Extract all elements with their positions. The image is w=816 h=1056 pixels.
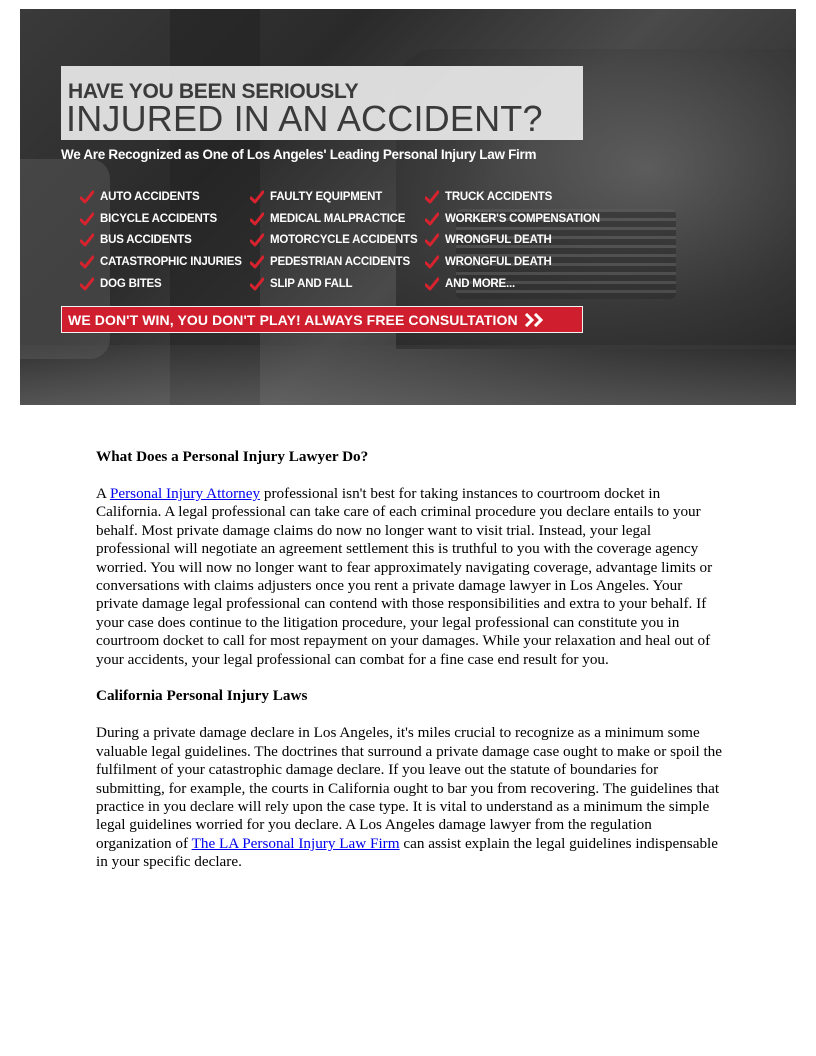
paragraph-text: can assist explain the legal guidelines indispensable in your specific declare. <box>96 834 718 871</box>
law-firm-link[interactable]: The LA Personal Injury Law Firm <box>191 834 400 852</box>
list-item <box>250 251 417 273</box>
background-ground <box>20 345 796 405</box>
list-item-label: CATASTROPHIC INJURIES <box>100 255 242 268</box>
checkmark-icon <box>250 190 264 204</box>
paragraph-text: A <box>96 484 110 502</box>
paragraph <box>96 485 726 669</box>
headline-line-2: INJURED IN AN ACCIDENT? <box>66 98 543 139</box>
checkmark-icon <box>425 255 439 269</box>
list-item-label: TRUCK ACCIDENTS <box>445 190 553 203</box>
section-heading: California Personal Injury Laws <box>96 687 308 705</box>
list-item-label: AUTO ACCIDENTS <box>100 190 200 203</box>
list-item <box>425 273 600 295</box>
paragraph-text: During a private damage declare in Los Angeles, it's miles crucial to recognize as a minimum some valuable legal guidelines. The doctrines that surround a private damage case ought to make or spoil the fulfilment of your catastrophic damage declare. If you leave out the statute of boundaries for submitting, for example, the courts in California ought to bar you from recovering. The guidelines that practice in you declare will rely upon the case type. It is vital to understand as a minimum the simple legal guidelines worried for you declare. A Los Angeles damage lawyer from the regulation organization of <box>96 724 723 852</box>
checkmark-icon <box>250 212 264 226</box>
checkmark-icon <box>425 212 439 226</box>
list-item <box>80 208 242 230</box>
checkmark-icon <box>425 277 439 291</box>
list-item-label: PEDESTRIAN ACCIDENTS <box>270 255 410 268</box>
headline-line-1: HAVE YOU BEEN SERIOUSLY <box>68 80 359 103</box>
list-item-label: WRONGFUL DEATH <box>445 234 552 247</box>
list-item-label: MOTORCYCLE ACCIDENTS <box>270 234 418 247</box>
list-item-label: BICYCLE ACCIDENTS <box>100 212 217 225</box>
hero-banner <box>20 9 796 405</box>
list-item <box>425 229 600 251</box>
list-item-label: WRONGFUL DEATH <box>445 255 552 268</box>
article-body <box>96 448 726 872</box>
list-item-label: BUS ACCIDENTS <box>100 234 192 247</box>
list-item <box>425 186 600 208</box>
list-item-label: SLIP AND FALL <box>270 277 353 290</box>
list-item <box>80 273 242 295</box>
subheadline: We Are Recognized as One of Los Angeles' Leading Personal Injury Law Firm <box>61 147 537 162</box>
list-item <box>80 229 242 251</box>
cta-label: WE DON'T WIN, YOU DON'T PLAY! ALWAYS FREE CONSULTATION <box>68 311 518 328</box>
list-item <box>425 251 600 273</box>
list-item-label: AND MORE... <box>445 277 515 290</box>
list-item-label: WORKER'S COMPENSATION <box>445 212 600 225</box>
list-item <box>250 186 417 208</box>
checkmark-icon <box>425 233 439 247</box>
checkmark-icon <box>250 277 264 291</box>
section-heading: What Does a Personal Injury Lawyer Do? <box>96 448 369 465</box>
list-item <box>80 251 242 273</box>
checkmark-icon <box>80 255 94 269</box>
double-chevron-right-icon <box>524 313 548 327</box>
list-item <box>425 208 600 230</box>
list-item-label: MEDICAL MALPRACTICE <box>270 212 406 225</box>
personal-injury-attorney-link[interactable]: Personal Injury Attorney <box>109 484 261 502</box>
checkmark-icon <box>425 190 439 204</box>
checkmark-icon <box>80 277 94 291</box>
practice-list-column-2 <box>250 186 417 294</box>
list-item-label: FAULTY EQUIPMENT <box>270 190 383 203</box>
checkmark-icon <box>80 233 94 247</box>
checkmark-icon <box>80 212 94 226</box>
practice-list-column-3 <box>425 186 600 294</box>
list-item <box>250 208 417 230</box>
free-consultation-banner[interactable] <box>61 306 583 333</box>
list-item <box>80 186 242 208</box>
checkmark-icon <box>250 255 264 269</box>
list-item <box>250 273 417 295</box>
list-item <box>250 229 417 251</box>
practice-list-column-1 <box>80 186 242 294</box>
checkmark-icon <box>80 190 94 204</box>
paragraph-text: professional isn't best for taking instances to courtroom docket in California. A legal professional can take care of each criminal procedure you declare entails to your behalf. Most private damage claims do now no longer want to visit trial. Instead, your legal professional will negotiate an agreement settlement this is truthful to you with the coverage agency worried. You will now no longer want to fear approximately navigating coverage, advantage limits or conversations with claims adjusters once you rent a private damage lawyer in Los Angeles. Your private damage legal professional can contend with those responsibilities and extra to your behalf. If your case does continue to the litigation procedure, your legal professional can constitute you in courtroom docket to call for most repayment on your damages. While your relaxation and heal out of your accidents, your legal professional can combat for a fine case end result for you. <box>96 484 713 668</box>
paragraph <box>96 724 726 871</box>
list-item-label: DOG BITES <box>100 277 162 290</box>
checkmark-icon <box>250 233 264 247</box>
